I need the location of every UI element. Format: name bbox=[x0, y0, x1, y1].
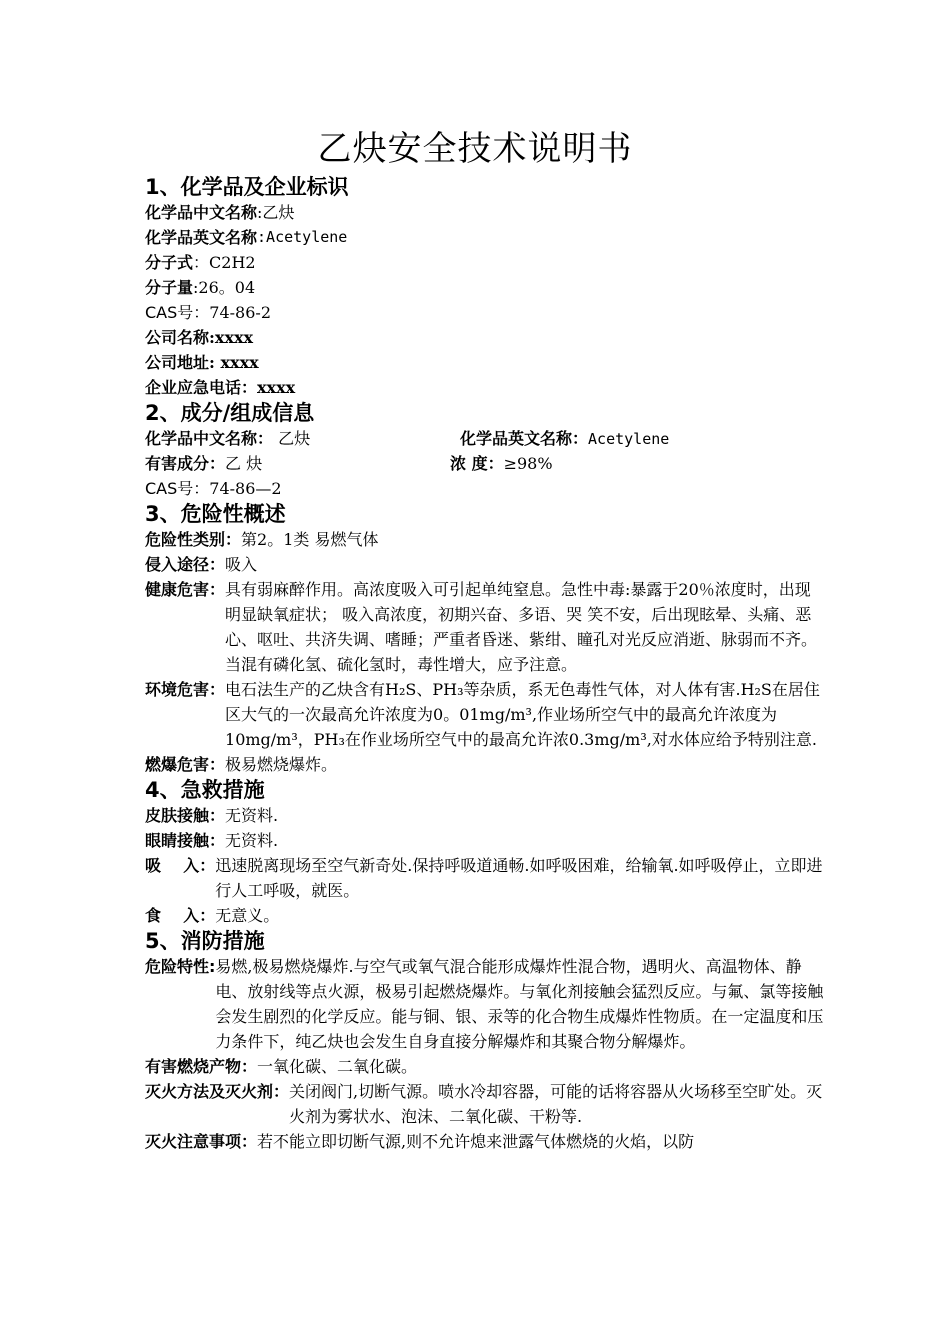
field-label: 化学品中文名称： bbox=[145, 429, 274, 448]
field-label: 健康危害： bbox=[145, 580, 226, 599]
field-value: 易燃,极易燃烧爆炸.与空气或氧气混合能形成爆炸性混合物，遇明火、高温物体、静电、放射线等点火源，极易引起燃烧爆炸。与氧化剂接触会猛烈反应。与氟、氯等接触会发生剧烈的化学反应。能与铜、银、汞等的化合物生成爆炸性物质。在一定温度和压力条件下，纯乙炔也会发生自身直接分解爆炸和其聚合物分解爆炸。 bbox=[215, 957, 824, 1051]
section-5-heading: 5、消防措施 bbox=[145, 929, 265, 953]
chemical-cn-name-row bbox=[145, 200, 825, 225]
eye-contact-row bbox=[145, 828, 825, 853]
field-label: 灭火方法及灭火剂： bbox=[145, 1082, 290, 1101]
field-value: 迅速脱离现场至空气新奇处.保持呼吸道通畅.如呼吸困难，给输氧.如呼吸停止，立即进行人工呼吸，就医。 bbox=[215, 856, 823, 900]
hazard-characteristics-row bbox=[145, 954, 825, 1054]
field-value: 若不能立即切断气源,则不允许熄来泄露气体燃烧的火焰，以防 bbox=[257, 1132, 695, 1151]
field-label: 公司名称 bbox=[145, 328, 210, 347]
field-value: Acetylene bbox=[588, 430, 670, 448]
inhalation-row bbox=[145, 853, 825, 903]
field-label: 环境危害： bbox=[145, 680, 226, 699]
section-3-heading: 3、危险性概述 bbox=[145, 502, 286, 526]
composition-cas-row bbox=[145, 476, 825, 501]
field-label: 化学品英文名称： bbox=[460, 429, 589, 448]
cas-number-row bbox=[145, 300, 825, 325]
field-value: 关闭阀门,切断气源。喷水冷却容器，可能的话将容器从火场移至空旷处。灭火剂为雾状水、泡沫、二氧化碳、干粉等. bbox=[289, 1082, 823, 1126]
field-value: :xxxx bbox=[209, 328, 254, 347]
firefighting-notes-row bbox=[145, 1129, 825, 1154]
field-label: 有害成分： bbox=[145, 454, 226, 473]
field-value: 无资料. bbox=[225, 806, 279, 825]
field-value: ：74-86-2 bbox=[193, 303, 271, 322]
explosion-hazard-row bbox=[145, 752, 825, 777]
field-label: CAS号： bbox=[145, 479, 210, 498]
field-label: 企业应急电话 bbox=[145, 378, 242, 397]
field-value: 74-86—2 bbox=[209, 479, 282, 498]
field-value: 一氧化碳、二氧化碳。 bbox=[257, 1057, 418, 1076]
field-value: 第2。1类 易燃气体 bbox=[241, 530, 379, 549]
field-label: 危险特性: bbox=[145, 957, 216, 976]
composition-harmful-row bbox=[145, 451, 825, 476]
field-value: 极易燃烧爆炸。 bbox=[225, 755, 338, 774]
field-value: :Acetylene bbox=[257, 228, 348, 246]
exposure-route-row bbox=[145, 552, 825, 577]
field-label: 吸 入： bbox=[145, 856, 216, 875]
hazard-category-row bbox=[145, 527, 825, 552]
field-label: 分子式 bbox=[145, 253, 194, 272]
field-label: 燃爆危害： bbox=[145, 755, 226, 774]
field-label: 公司地址 bbox=[145, 353, 210, 372]
field-label: 侵入途径： bbox=[145, 555, 226, 574]
field-value: 乙炔 bbox=[273, 429, 311, 448]
section-4-heading: 4、急救措施 bbox=[145, 778, 265, 802]
field-label: 浓 度： bbox=[450, 454, 504, 473]
field-value: 乙 炔 bbox=[225, 454, 263, 473]
emergency-phone-row bbox=[145, 375, 825, 400]
field-label: 灭火注意事项： bbox=[145, 1132, 258, 1151]
field-value: ：C2H2 bbox=[193, 253, 256, 272]
section-1-heading: 1、化学品及企业标识 bbox=[145, 175, 349, 199]
field-label: 化学品中文名称 bbox=[145, 203, 258, 222]
molecular-formula-row bbox=[145, 250, 825, 275]
field-label: 皮肤接触： bbox=[145, 806, 226, 825]
field-label: 危险性类别： bbox=[145, 530, 242, 549]
molecular-weight-row bbox=[145, 275, 825, 300]
company-name-row bbox=[145, 325, 825, 350]
field-label: 化学品英文名称 bbox=[145, 228, 258, 247]
company-address-row bbox=[145, 350, 825, 375]
field-value: :26。04 bbox=[193, 278, 256, 297]
section-2-heading: 2、成分/组成信息 bbox=[145, 401, 315, 425]
field-value: ：xxxx bbox=[241, 378, 296, 397]
field-label: CAS号 bbox=[145, 303, 194, 322]
extinguishing-method-row bbox=[145, 1079, 825, 1129]
health-hazard-row bbox=[145, 577, 825, 677]
field-label: 有害燃烧产物： bbox=[145, 1057, 258, 1076]
skin-contact-row bbox=[145, 803, 825, 828]
field-value: 具有弱麻醉作用。高浓度吸入可引起单纯窒息。急性中毒:暴露于20％浓度时，出现明显缺氧症状； 吸入高浓度，初期兴奋、多语、哭 笑不安，后出现眩晕、头痛、恶心、呕吐、共济失调、嗜睡；严重者昏迷、紫绀、瞳孔对光反应消逝、脉弱而不齐。当混有磷化氢、硫化氢时，毒性增大，应予注意。 bbox=[225, 580, 818, 674]
ingestion-row bbox=[145, 903, 825, 928]
field-value: 无资料. bbox=[225, 831, 279, 850]
field-value: 吸入 bbox=[225, 555, 258, 574]
combustion-products-row bbox=[145, 1054, 825, 1079]
field-value: 电石法生产的乙炔含有H₂S、PH₃等杂质，系无色毒性气体，对人体有害.H₂S在居住区大气的一次最高允许浓度为0。01mg/m³,作业场所空气中的最高允许浓度为10mg/m³，PH₃在作业场所空气中的最高允许浓0.3mg/m³,对水体应给予特别注意. bbox=[225, 680, 820, 749]
field-value: : xxxx bbox=[209, 353, 259, 372]
field-value: ≥98% bbox=[503, 454, 553, 473]
field-value: :乙炔 bbox=[257, 203, 295, 222]
environmental-hazard-row bbox=[145, 677, 825, 752]
field-label: 食 入： bbox=[145, 906, 216, 925]
document-body bbox=[145, 174, 825, 1154]
composition-name-row bbox=[145, 426, 825, 451]
field-label: 眼睛接触： bbox=[145, 831, 226, 850]
chemical-en-name-row bbox=[145, 225, 825, 250]
field-label: 分子量 bbox=[145, 278, 194, 297]
field-value: 无意义。 bbox=[215, 906, 280, 925]
document-title: 乙炔安全技术说明书 bbox=[317, 129, 633, 169]
